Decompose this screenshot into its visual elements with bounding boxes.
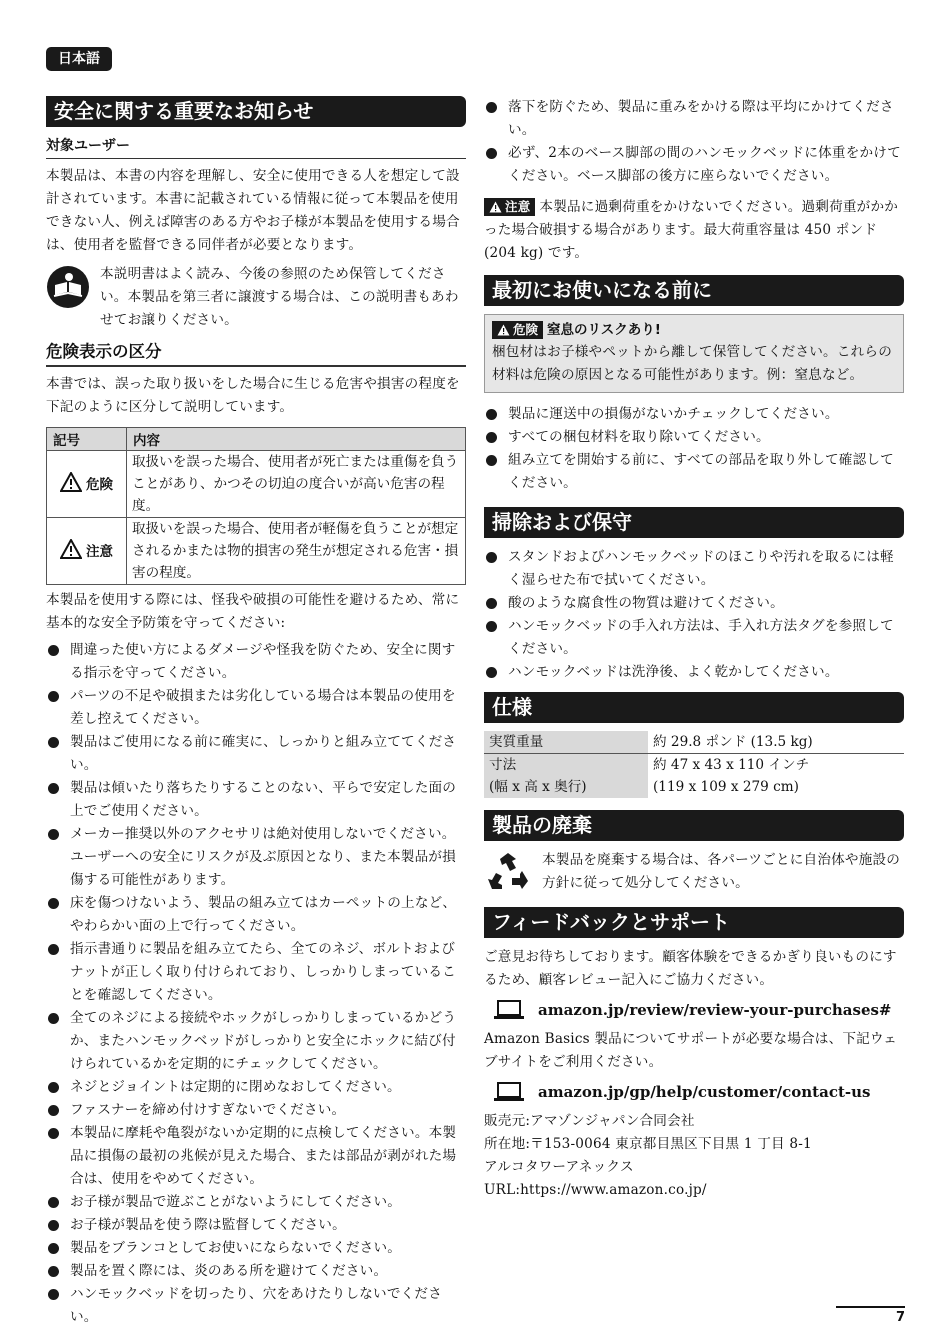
spec-row-weight bbox=[484, 731, 904, 754]
before-use-bullets bbox=[484, 403, 904, 495]
list-item: スタンドおよびハンモックベッドのほこりや汚れを取るには軽く湿らせた布で拭いてください。 bbox=[484, 546, 904, 592]
hazard-col-content: 内容 bbox=[127, 428, 466, 451]
list-item: 間違った使い方によるダメージや怪我を防ぐため、安全に関する指示を守ってください。 bbox=[46, 639, 466, 685]
list-item: 指示書通りに製品を組み立てたら、全てのネジ、ボルトおよびナットが正しく取り付けられており、しっかりしまっていることを確認してください。 bbox=[46, 938, 466, 1007]
address: 所在地:〒153-0064 東京都目黒区下目黒 1 丁目 8-1 bbox=[484, 1136, 812, 1152]
laptop-icon bbox=[494, 1082, 524, 1102]
recycle-icon bbox=[484, 851, 532, 895]
support-link-row[interactable] bbox=[494, 1082, 904, 1102]
safety-section-title: 安全に関する重要なお知らせ bbox=[46, 96, 466, 127]
feedback-text: ご意見お待ちしております。顧客体験をできるかぎり良いものにするため、顧客レビュー記入にご協力ください。 bbox=[484, 949, 897, 988]
seller: 販売元:アマゾンジャパン合同会社 bbox=[484, 1113, 695, 1129]
hazard-row-danger bbox=[47, 451, 466, 518]
target-users-heading: 対象ユーザー bbox=[46, 135, 466, 159]
hazard-heading: 危険表示の区分 bbox=[46, 338, 466, 367]
list-item: ファスナーを締め付けすぎないでください。 bbox=[46, 1099, 466, 1122]
list-item: 本製品に摩耗や亀裂がないか定期的に点検してください。本製品に損傷の最初の兆候が見えた場合、または部品が剥がれた場合は、使用をやめてください。 bbox=[46, 1122, 466, 1191]
list-item: 落下を防ぐため、製品に重みをかける際は平均にかけてください。 bbox=[484, 96, 904, 142]
danger-text: 梱包材はお子様やペットから離して保管してください。これらの材料は危険の原因となる可能性があります。例：窒息など。 bbox=[492, 344, 893, 383]
spec-dim-value-2: (119 x 109 x 279 cm) bbox=[653, 779, 799, 795]
warning-triangle-icon bbox=[489, 201, 502, 213]
spec-title: 仕様 bbox=[484, 692, 904, 723]
before-use-title: 最初にお使いになる前に bbox=[484, 275, 904, 306]
caution-notice bbox=[484, 196, 904, 265]
laptop-icon bbox=[494, 1000, 524, 1020]
cleaning-title: 掃除および保守 bbox=[484, 507, 904, 538]
list-item: 床を傷つけないよう、製品の組み立てはカーペットの上など、やわらかい面の上で行ってください。 bbox=[46, 892, 466, 938]
list-item: メーカー推奨以外のアクセサリは絶対使用しないでください。ユーザーへの安全にリスクが及ぶ原因となり、また本製品が損傷する可能性があります。 bbox=[46, 823, 466, 892]
list-item: 製品をブランコとしてお使いにならないでください。 bbox=[46, 1237, 466, 1260]
disposal-notice bbox=[484, 849, 904, 895]
left-column bbox=[46, 96, 466, 1329]
list-item: 製品はご使用になる前に確実に、しっかりと組み立ててください。 bbox=[46, 731, 466, 777]
list-item: 全てのネジによる接続やホックがしっかりしまっているかどうか、またハンモックベッドがしっかりと安全にホックに結び付けられているかを定期的にチェックしてください。 bbox=[46, 1007, 466, 1076]
list-item: 製品に運送中の損傷がないかチェックしてください。 bbox=[484, 403, 904, 426]
list-item: ハンモックベッドの手入れ方法は、手入れ方法タグを参照してください。 bbox=[484, 615, 904, 661]
hazard-col-symbol: 記号 bbox=[47, 428, 127, 451]
hazard-row-caution bbox=[47, 518, 466, 585]
support-text: Amazon Basics 製品についてサポートが必要な場合は、下記ウェブサイトをご利用ください。 bbox=[484, 1031, 898, 1070]
caution-badge bbox=[484, 198, 535, 216]
review-url[interactable]: amazon.jp/review/review-your-purchases# bbox=[538, 1001, 892, 1019]
hazard-table bbox=[46, 427, 466, 585]
spec-dim-value-1: 約 47 x 43 x 110 インチ bbox=[653, 757, 810, 773]
hazard-symbol-danger-label: 危険 bbox=[86, 477, 113, 493]
spec-dim-label-2: (幅 x 高 x 奥行) bbox=[484, 776, 648, 798]
precautions-list bbox=[46, 639, 466, 1329]
target-users-text: 本製品は、本書の内容を理解し、安全に使用できる人を想定して設計されています。本書に記載されている情報に従って本製品を使用できない人、例えば障害のある方やお子様が本製品を使用する場合は、使用者を監督できる同伴者が必要となります。 bbox=[46, 168, 460, 253]
danger-heading-text: 窒息のリスクあり! bbox=[547, 322, 661, 338]
danger-badge-label: 危険 bbox=[513, 322, 539, 337]
hazard-symbol-caution-label: 注意 bbox=[86, 544, 113, 560]
list-item: お子様が製品を使う際は監督してください。 bbox=[46, 1214, 466, 1237]
company-url[interactable]: URL:https://www.amazon.co.jp/ bbox=[484, 1182, 707, 1198]
list-item: ハンモックベッドを切ったり、穴をあけたりしないでください。 bbox=[46, 1283, 466, 1329]
precautions-intro: 本製品を使用する際には、怪我や破損の可能性を避けるため、常に基本的な安全予防策を守ってください: bbox=[46, 592, 460, 631]
spec-table bbox=[484, 731, 904, 798]
page-number: 7 bbox=[895, 1310, 905, 1325]
cleaning-bullets bbox=[484, 546, 904, 684]
review-link-row[interactable] bbox=[494, 1000, 904, 1020]
warning-triangle-icon bbox=[60, 472, 82, 492]
spec-dim-label-1: 寸法 bbox=[484, 754, 648, 777]
support-url[interactable]: amazon.jp/gp/help/customer/contact-us bbox=[538, 1083, 871, 1101]
list-item: 組み立てを開始する前に、すべての部品を取り外して確認してください。 bbox=[484, 449, 904, 495]
danger-heading bbox=[492, 319, 896, 341]
list-item: ハンモックベッドは洗浄後、よく乾かしてください。 bbox=[484, 661, 904, 684]
caution-text: 本製品に過剰荷重をかけないでください。過剰荷重がかかった場合破損する場合があります。最大荷重容量は 450 ポンド (204 kg) です。 bbox=[484, 199, 899, 261]
building: アルコタワーアネックス bbox=[484, 1159, 634, 1175]
list-item: 必ず、2本のベース脚部の間のハンモックベッドに体重をかけてください。ベース脚部の後方に座らないでください。 bbox=[484, 142, 904, 188]
disposal-text: 本製品を廃棄する場合は、各パーツごとに自治体や施設の方針に従って処分してください。 bbox=[542, 852, 901, 891]
hazard-symbol-caution bbox=[47, 518, 127, 585]
warning-triangle-icon bbox=[60, 539, 82, 559]
manual-notice bbox=[46, 263, 466, 332]
hazard-table-header bbox=[47, 428, 466, 451]
list-item: 酸のような腐食性の物質は避けてください。 bbox=[484, 592, 904, 615]
disposal-title: 製品の廃棄 bbox=[484, 810, 904, 841]
top-bullets bbox=[484, 96, 904, 188]
list-item: 製品は傾いたり落ちたりすることのない、平らで安定した面の上でご使用ください。 bbox=[46, 777, 466, 823]
language-tag: 日本語 bbox=[46, 47, 112, 71]
caution-badge-label: 注意 bbox=[505, 199, 531, 214]
hazard-symbol-danger bbox=[47, 451, 127, 518]
list-item: パーツの不足や破損または劣化している場合は本製品の使用を差し控えてください。 bbox=[46, 685, 466, 731]
hazard-content-caution: 取扱いを誤った場合、使用者が軽傷を負うことが想定されるかまたは物的損害の発生が想定される危害・損害の程度。 bbox=[127, 518, 466, 585]
list-item: 製品を置く際には、炎のある所を避けてください。 bbox=[46, 1260, 466, 1283]
page-divider bbox=[836, 1306, 905, 1308]
hazard-intro: 本書では、誤った取り扱いをした場合に生じる危害や損害の程度を下記のように区分して説明しています。 bbox=[46, 376, 460, 415]
read-manual-icon bbox=[46, 265, 90, 309]
hazard-content-danger: 取扱いを誤った場合、使用者が死亡または重傷を負うことがあり、かつその切迫の度合いが高い危害の程度。 bbox=[127, 451, 466, 518]
list-item: お子様が製品で遊ぶことがないようにしてください。 bbox=[46, 1191, 466, 1214]
list-item: すべての梱包材料を取り除いてください。 bbox=[484, 426, 904, 449]
danger-box bbox=[484, 314, 904, 393]
manual-notice-text: 本説明書はよく読み、今後の参照のため保管してください。本製品を第三者に譲渡する場合は、この説明書もあわせてお譲りください。 bbox=[100, 266, 459, 328]
spec-row-dim-2 bbox=[484, 776, 904, 798]
feedback-title: フィードバックとサポート bbox=[484, 907, 904, 938]
spec-weight-value: 約 29.8 ポンド (13.5 kg) bbox=[648, 731, 904, 754]
right-column bbox=[484, 96, 904, 1202]
warning-triangle-icon bbox=[497, 324, 510, 336]
list-item: ネジとジョイントは定期的に閉めなおしてください。 bbox=[46, 1076, 466, 1099]
spec-weight-label: 実質重量 bbox=[484, 731, 648, 754]
spec-row-dim-1 bbox=[484, 754, 904, 777]
danger-badge bbox=[492, 321, 543, 339]
